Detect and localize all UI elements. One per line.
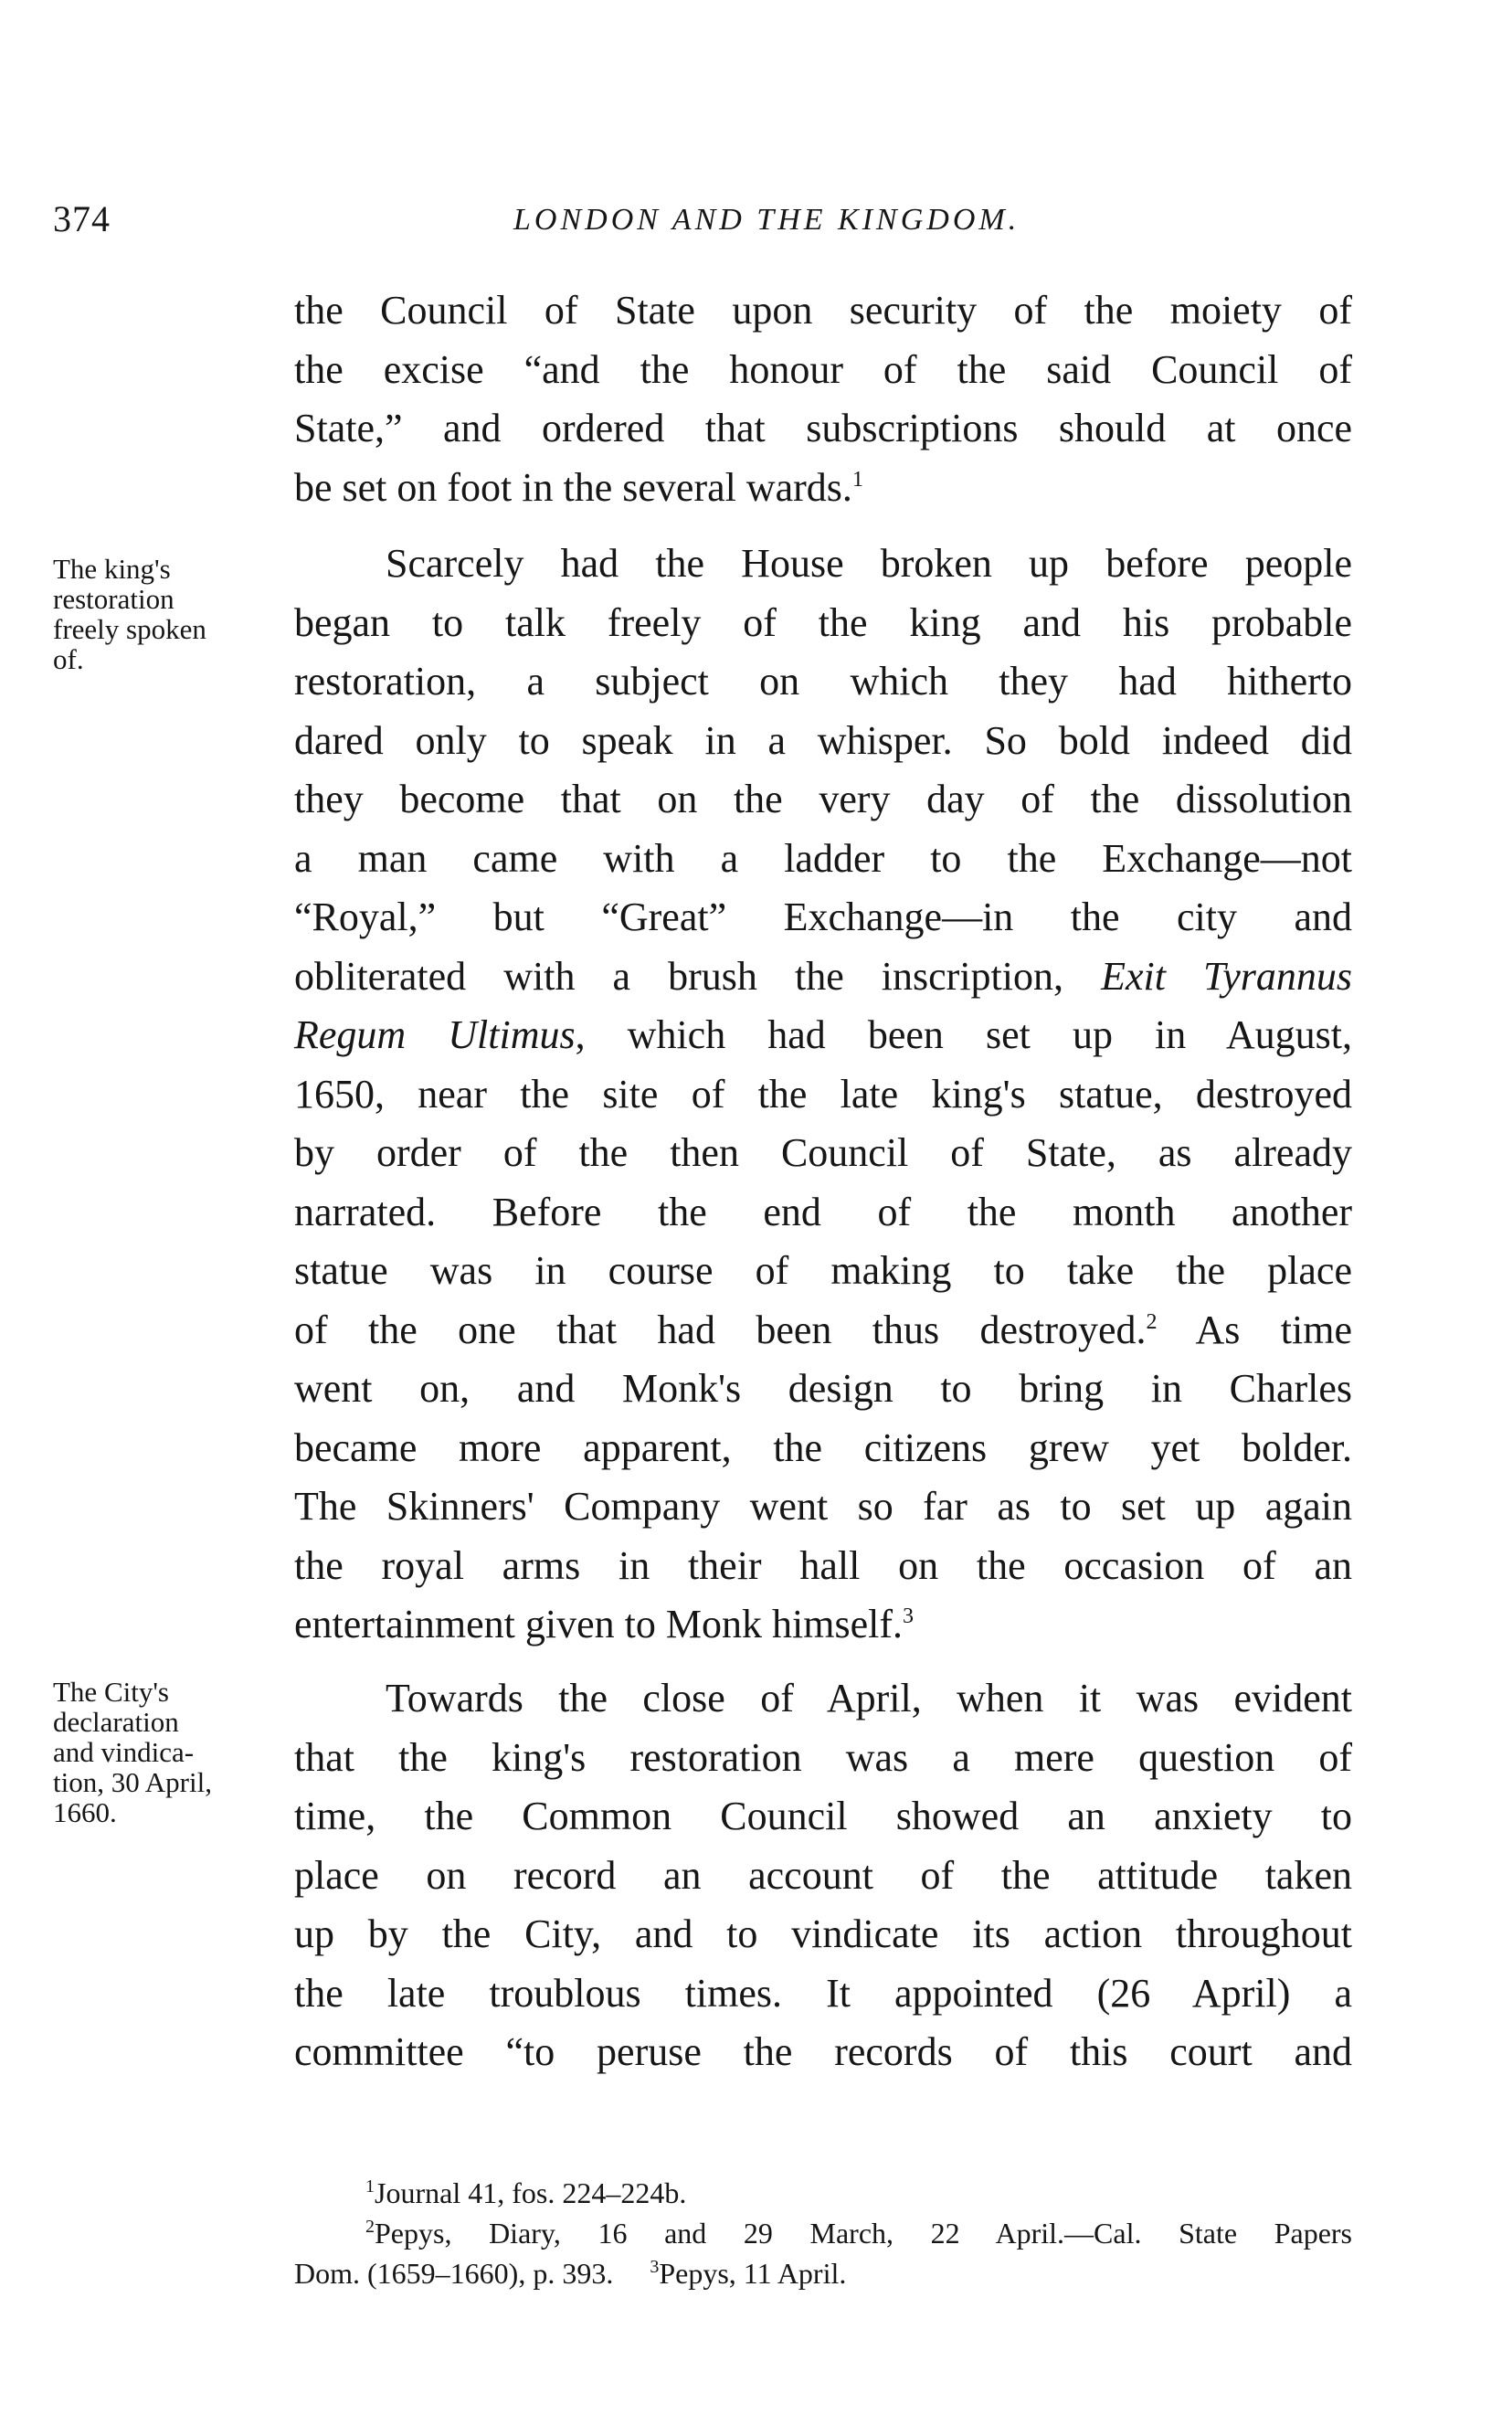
- text-line: became more apparent, the citizens grew yet bolder.: [294, 1424, 1352, 1470]
- margin-note-city-declaration: [53, 1677, 272, 1827]
- page-number: 374: [53, 198, 111, 239]
- text-fragment: entertainment given to Monk himself.: [294, 1602, 903, 1646]
- italic-inscription: Regum Ultimus: [294, 1012, 576, 1057]
- text-fragment: of the one that had been thus destroyed.: [294, 1307, 1147, 1352]
- text-line: the Council of State upon security of the moiety of: [294, 288, 1352, 333]
- paragraph-city-declaration: [294, 1669, 1352, 2082]
- text-line: State,” and ordered that subscriptions should at once: [294, 406, 1352, 450]
- text-line: statue was in course of making to take the place: [294, 1248, 1352, 1293]
- paragraph-king-spoken-of: [294, 535, 1352, 1655]
- text-line: Towards the close of April, when it was evident: [386, 1676, 1352, 1721]
- text-line: the royal arms in their hall on the occasion of an: [294, 1542, 1352, 1588]
- footnote-mark: 3: [650, 2257, 660, 2277]
- text-line: [294, 948, 1352, 1007]
- margin-note-king-restoration: [53, 554, 272, 674]
- text-line: “Royal,” but “Great” Exchange—in the city and: [294, 895, 1352, 939]
- text-line: they become that on the very day of the dissolution: [294, 777, 1352, 821]
- footnote-text: Pepys, Diary, 16 and 29 March, 22 April.—Cal. State Papers: [375, 2217, 1352, 2250]
- text-line: the late troublous times. It appointed (26 April) a: [294, 1970, 1352, 2016]
- text-line: dared only to speak in a whisper. So bold indeed did: [294, 717, 1352, 763]
- margin-note-line: and vindica-: [53, 1736, 195, 1768]
- text-line: by order of the then Council of State, as already: [294, 1130, 1352, 1175]
- text-fragment: obliterated with a brush the inscription,: [294, 953, 1064, 999]
- text-fragment: , which had been set up in August,: [575, 1012, 1353, 1057]
- footnote-text: Journal 41, fos. 224–224b.: [375, 2176, 687, 2209]
- text-fragment: be set on foot in the several wards.: [294, 464, 852, 510]
- footnotes: [294, 2173, 1352, 2293]
- margin-note-line: 1660.: [53, 1796, 117, 1828]
- text-line: [294, 1006, 1352, 1065]
- italic-inscription: Exit Tyrannus: [1101, 953, 1353, 999]
- footnote-mark: 1: [365, 2176, 375, 2197]
- text-line: [294, 1595, 1352, 1655]
- text-line: 1650, near the site of the late king's statue, destroyed: [294, 1071, 1352, 1117]
- margin-note-line: freely spoken: [53, 613, 206, 645]
- footnote-ref: 3: [902, 1604, 914, 1628]
- margin-note-line: The City's: [53, 1676, 169, 1708]
- footnote-text: Pepys, 11 April.: [659, 2257, 847, 2290]
- running-title: LONDON AND THE KINGDOM.: [513, 203, 1020, 237]
- text-line: began to talk freely of the king and his probable: [294, 599, 1352, 645]
- footnote-ref: 2: [1146, 1309, 1158, 1334]
- footnote-2: [294, 2213, 1352, 2253]
- footnote-mark: 2: [365, 2217, 375, 2237]
- footnote-ref: 1: [851, 467, 863, 492]
- text-line: restoration, a subject on which they had hitherto: [294, 659, 1352, 704]
- text-line: the excise “and the honour of the said Council of: [294, 346, 1352, 392]
- margin-note-line: declaration: [53, 1706, 179, 1738]
- margin-note-line: The king's: [53, 553, 171, 585]
- text-line: up by the City, and to vindicate its action throughout: [294, 1911, 1352, 1956]
- margin-note-line: restoration: [53, 583, 174, 615]
- text-line: [294, 459, 1352, 518]
- text-line: narrated. Before the end of the month another: [294, 1189, 1352, 1234]
- margin-note-line: tion, 30 April,: [53, 1766, 212, 1798]
- text-line: went on, and Monk's design to bring in Charles: [294, 1366, 1352, 1411]
- margin-note-line: of.: [53, 643, 84, 675]
- footnote-2-continued: [294, 2253, 1352, 2293]
- text-line: place on record an account of the attitude taken: [294, 1852, 1352, 1898]
- text-line: The Skinners' Company went so far as to set up again: [294, 1484, 1352, 1529]
- text-line: committee “to peruse the records of this court and: [294, 2029, 1352, 2074]
- paragraph-council-of-state: [294, 281, 1352, 517]
- text-line: a man came with a ladder to the Exchange—not: [294, 835, 1352, 881]
- text-line: [294, 1301, 1352, 1361]
- footnote-text: Dom. (1659–1660), p. 393.: [294, 2257, 614, 2290]
- text-line: time, the Common Council showed an anxiety to: [294, 1794, 1352, 1838]
- text-line: that the king's restoration was a mere question of: [294, 1734, 1352, 1780]
- text-fragment: As time: [1157, 1307, 1352, 1352]
- text-line: Scarcely had the House broken up before people: [386, 541, 1352, 586]
- footnote-1: [294, 2173, 1352, 2213]
